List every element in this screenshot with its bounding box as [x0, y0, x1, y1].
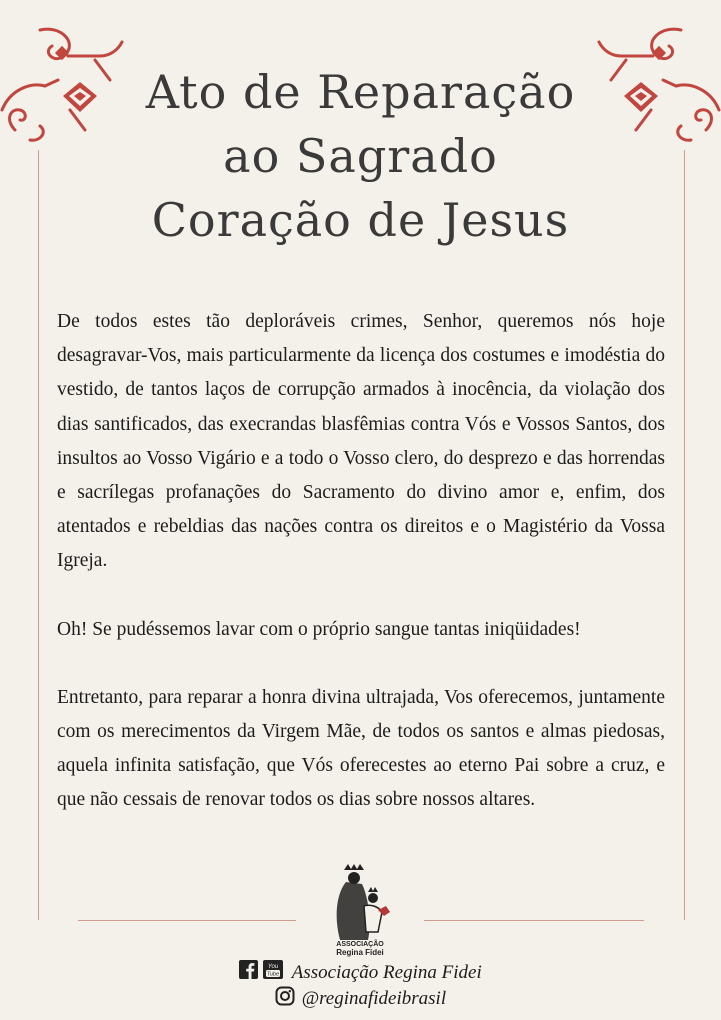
- frame-right-line: [684, 150, 685, 920]
- title-line-2: ao Sagrado: [223, 129, 498, 183]
- frame-left-line: [38, 150, 39, 920]
- title-line-3: Coração de Jesus: [151, 193, 570, 247]
- logo-text-line2: Regina Fidei: [336, 948, 384, 957]
- paragraph-1: De todos estes tão deploráveis crimes, Senhor, queremos nós hoje desagravar-Vos, mais particularmente da licença dos costumes e imodéstia do vestido, de tantos laços de corrupção armados à inocência, da violação dos dias santificados, das execrandas blasfêmias contra Vós e Vossos Santos, dos insultos ao Vosso Vigário e a todo o Vosso clero, do desprezo e das horrendas e sacrílegas profanações do Sacramento do divino amor e, enfim, dos atentados e rebeldias das nações contra os direitos e o Magistério da Vossa Igreja.: [57, 311, 665, 572]
- logo-text-line1: ASSOCIAÇÃO: [336, 941, 384, 948]
- instagram-handle[interactable]: @reginafideibrasil: [301, 988, 447, 1009]
- title-line-1: Ato de Reparação: [145, 65, 576, 119]
- prayer-text: [57, 305, 665, 852]
- footer-social: [0, 960, 721, 985]
- paragraph-3: Entretanto, para reparar a honra divina ultrajada, Vos oferecemos, juntamente com os merecimentos da Virgem Mãe, de todos os santos e almas piedosas, aquela infinita satisfação, que Vós oferecestes ao eterno Pai sobre a cruz, e que não cessais de renovar todos os dias sobre nossos altares.: [57, 686, 665, 811]
- svg-text:Tube: Tube: [266, 971, 280, 978]
- instagram-icon[interactable]: [275, 986, 295, 1012]
- association-name: Associação Regina Fidei: [291, 961, 482, 983]
- page-title: [90, 60, 631, 252]
- footer-instagram: [0, 986, 721, 1012]
- frame-bottom-right-line: [424, 920, 644, 921]
- association-logo: [318, 862, 402, 958]
- youtube-icon[interactable]: [263, 960, 283, 985]
- paragraph-2: Oh! Se pudéssemos lavar com o próprio sangue tantas iniqüidades!: [57, 618, 581, 640]
- facebook-icon[interactable]: [239, 960, 258, 985]
- frame-bottom-left-line: [78, 920, 296, 921]
- svg-text:You: You: [267, 964, 279, 970]
